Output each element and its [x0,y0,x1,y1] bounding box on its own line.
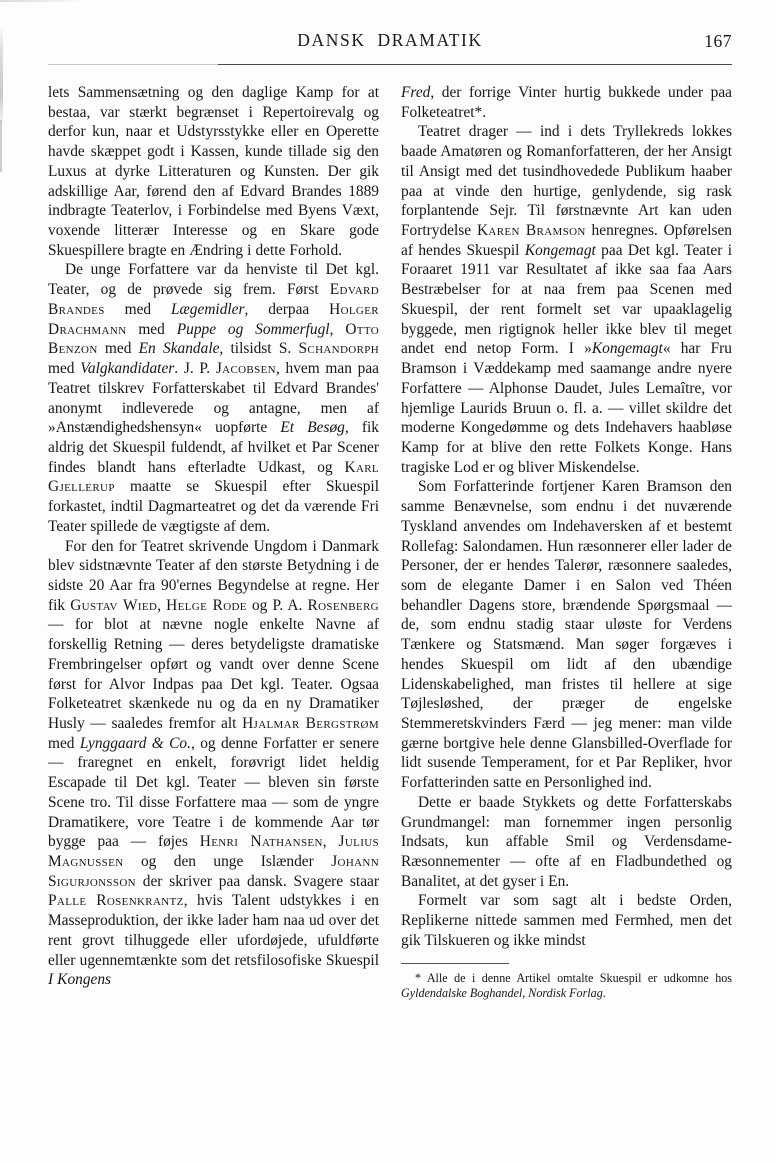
footnote-text-after: . [602,986,606,1001]
page-number: 167 [704,31,732,51]
footnote-separator-rule [401,963,509,964]
footnote-text-before: Alle de i denne Artikel omtalte Skuespil er udkomne hos [421,970,732,985]
running-head-title: DANSK DRAMATIK [297,30,483,50]
paragraph-p1: lets Sammensætning og den daglige Kamp for at bestaa, var stærkt begrænset i Repertoirevalg og derfor kun, naar et Udstyrsstykke eller en Operette havde skæppet godt i Kassen, kunde tillade sig den Luxus at dyrke Litteraturen og Kunsten. Der gik adskillige Aar, førend den af Edvard Brandes 1889 indbragte Teaterlov, i Forbindelse med Byens Væxt, voxende litterær Interesse og en Skare gode Skuespillere bragte en Ændring i dette Forhold. [48,84,379,259]
body-columns [48,83,732,1001]
footnote-marker: * [415,970,422,985]
footnote [401,971,732,1002]
left-column [48,83,379,1001]
right-column [401,83,732,1001]
paragraph-r5: Formelt var som sagt alt i bedste Orden, Replikerne nittede sammen med Fermhed, men det gik Tilskueren og ikke mindst [401,892,732,949]
paragraph-p3: For den for Teatret skrivende Ungdom i Danmark blev sidstnævnte Teater af den største Betydning i de sidste 20 Aar fra 90'ernes Begyndelse at regne. Her fik Gustav Wied, Helge Rode og P. A. Rosenberg — for blot at nævne nogle enkelte Navne af forskellig Retning — deres betydeligste dramatiske Frembringelser opført og vandt over denne Scene først for Alvor Indpas paa Det kgl. Teater. Ogsaa Folketeatret skænkede nu og da en ny Dramatiker Husly — saaledes fremfor alt Hjalmar Bergstrøm med Lynggaard & Co., og denne Forfatter er senere — fraregnet en enkelt, forøvrigt lidet heldig Escapade til Det kgl. Teater — bleven sin første Scene tro. Til disse Forfattere maa — som de yngre Dramatikere, vore Teatre i de kommende Aar tør bygge paa — føjes Henri Nathansen, Julius Magnussen og den unge Islænder Johann Sigurjonsson der skriver paa dansk. Svagere staar Palle Rosenkrantz, hvis Talent udstykkes i en Masseproduktion, der ikke lader ham naa ud over det rent grovt tilhuggede eller ufordøjede, ufuldførte eller ugennemtænkte som det retsfilosofiske Skuespil I Kongens [48,537,379,989]
paragraph-r3: Som Forfatterinde fortjener Karen Bramson den samme Benævnelse, som endnu i det nuværende Tyskland anvendes om Indehaversken af et bestemt Rollefag: Salondamen. Hun ræsonnerer eller lader de Personer, der er hendes Talerør, ræsonnere saaledes, som de elegante Damer i en Salon ved Théen behandler Dagens store, brændende Spørgsmaal — de, som endnu stadig staar uløste for Verdens Tænkere og Statsmænd. Man søger forgæves i hendes Skuespil om lidt af den ubændige Lidenskabelighed, man fristes til hellere at sige Tøjlesløshed, der præger de engelske Stemmeretskvinders Færd — jeg mener: man vilde gærne bortgive hele denne Glansbilled-Overflade for lidt susende Temperament, for et Par Repliker, hvor Forfatterinden satte en Personlighed ind. [401,478,732,792]
paragraph-p2: De unge Forfattere var da henviste til Det kgl. Teater, og de prøvede sig frem. Først Edvard Brandes med Lægemidler, derpaa Holger Drachmann med Puppe og Sommerfugl, Otto Benzon med En Skandale, tilsidst S. Schandorph med Valgkandidater. J. P. Jacobsen, hvem man paa Teatret tilskrev Forfatterskabet til Edvard Brandes' anonymt indleverede og antagne, men af »Anstændighedshensyn« uopførte Et Besøg, fik aldrig det Skuespil fuldendt, af hvilket et Par Scener findes blandt hans efterladte Udkast, og Karl Gjellerup maatte se Skuespil efter Skuespil forkastet, indtil Dagmarteatret og det da værende Fri Teater spillede de vægtigste af dem. [48,261,380,535]
paragraph-r1: Fred, der forrige Vinter hurtig bukkede under paa Folketeatret*. [401,84,732,121]
paragraph-r2: Teatret drager — ind i dets Tryllekreds lokkes baade Amatøren og Romanforfatteren, der her Ansigt til Ansigt med det tusindhovedede Publikum haaber paa at vinde den hurtige, genlydende, sig rask forplantende Sejr. Til førstnævnte Art kan uden Fortrydelse Karen Bramson henregnes. Opførelsen af hendes Skuespil Kongemagt paa Det kgl. Teater i Foraaret 1911 var Resultatet af ikke saa faa Aars Bestræbelser for at naa frem paa Scenen med Skuespil, der rent formelt set var upaaklagelig byggede, men rigtignok heller ikke blev til meget andet end netop Form. I »Kongemagt« har Fru Bramson i Væddekamp med saamange andre nyere Forfattere — Alphonse Daudet, Jules Lemaître, vor hjemlige Laurids Bruun o. fl. a. — villet skildre det moderne Kongedømme og dets Indehavers haabløse Kamp for at blive den rette Folkets Konge. Hans tragiske Lod er og bliver Miskendelse. [401,123,732,476]
header-divider-rule [48,64,732,65]
running-head [48,30,732,60]
scan-edge-artifact-left [0,26,3,124]
footnote-publisher: Gyldendalske Boghandel, Nordisk Forlag [401,986,603,1001]
scan-edge-artifact-top [0,0,86,2]
scan-edge-artifact-left-lower [0,120,2,172]
paragraph-r4: Dette er baade Stykkets og dette Forfatterskabs Grundmangel: man fornemmer ingen personlig Indsats, kun affable Smil og Verdensdame-Ræsonnementer — ofte af en Fladbundethed og Banalitet, at det gyser i En. [401,793,732,890]
